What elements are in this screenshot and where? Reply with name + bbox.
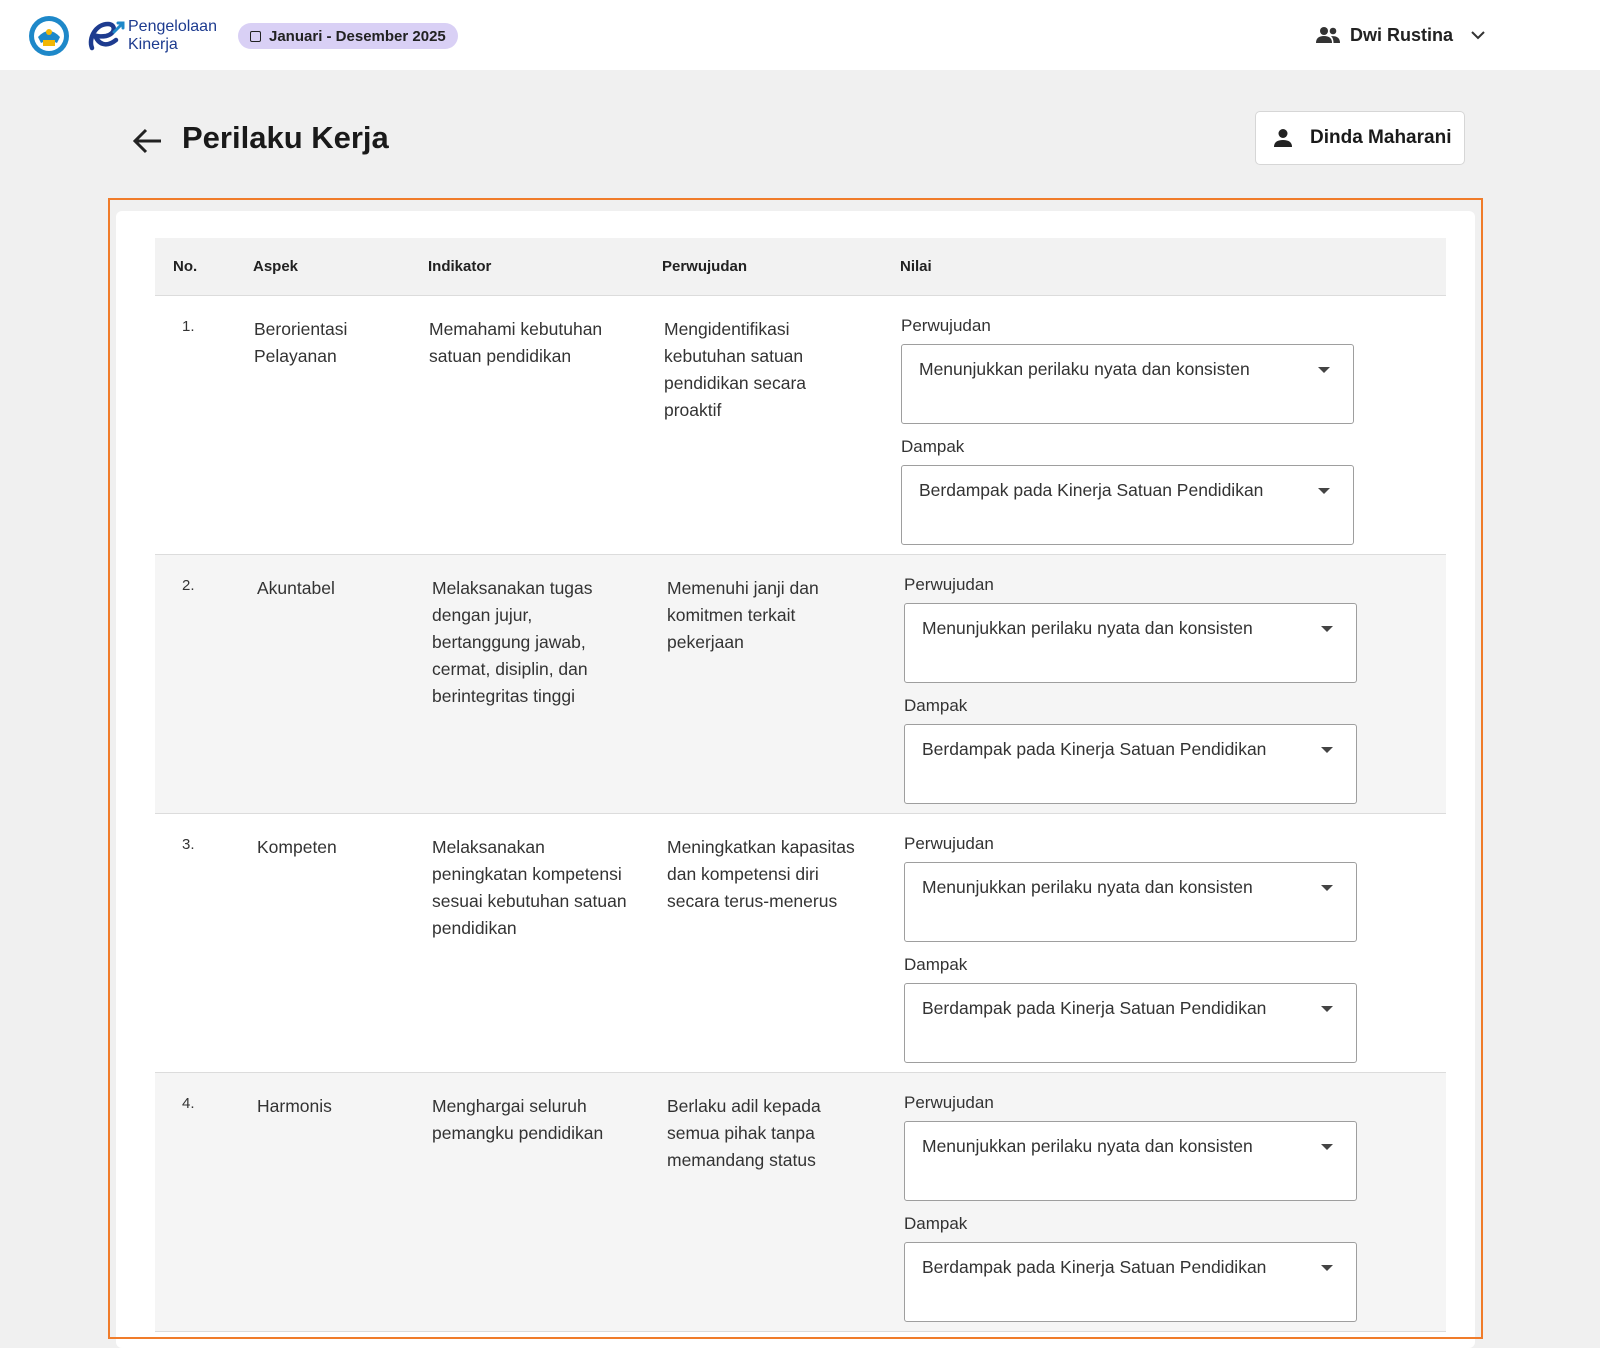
dropdown-caret-icon (1321, 626, 1333, 632)
col-indikator: Indikator (428, 258, 492, 275)
dropdown-caret-icon (1321, 1006, 1333, 1012)
perwujudan-label: Perwujudan (904, 834, 994, 853)
dropdown-caret-icon (1318, 367, 1330, 373)
dampak-label: Dampak (901, 437, 965, 456)
dropdown-caret-icon (1321, 885, 1333, 891)
row-nilai (904, 574, 1364, 816)
user-menu[interactable] (1316, 20, 1487, 50)
perwujudan-select[interactable] (901, 344, 1354, 424)
row-aspek: Berorientasi Pelayanan (254, 319, 348, 366)
table-row (155, 814, 1446, 1073)
page-title: Perilaku Kerja (182, 120, 389, 155)
dampak-select[interactable] (901, 465, 1354, 545)
person-button[interactable] (1255, 111, 1465, 165)
dampak-select[interactable] (904, 1242, 1357, 1322)
dampak-value: Berdampak pada Kinerja Satuan Pendidikan (922, 1257, 1267, 1277)
brand-line-2: Kinerja (128, 36, 178, 53)
row-aspek: Akuntabel (257, 578, 335, 598)
row-number: 3. (182, 836, 195, 853)
dampak-label: Dampak (904, 1214, 968, 1233)
chevron-down-icon (1469, 26, 1487, 44)
dampak-select[interactable] (904, 724, 1357, 804)
perwujudan-select[interactable] (904, 603, 1357, 683)
row-perwujudan: Mengidentifikasi kebutuhan satuan pendidikan secara proaktif (664, 319, 807, 420)
dampak-value: Berdampak pada Kinerja Satuan Pendidikan (922, 739, 1267, 759)
row-indikator: Memahami kebutuhan satuan pendidikan (429, 319, 603, 366)
period-badge[interactable] (238, 23, 458, 49)
person-name: Dinda Maharani (1310, 127, 1452, 148)
dropdown-caret-icon (1321, 1144, 1333, 1150)
app-brand[interactable] (86, 18, 217, 54)
row-number: 2. (182, 577, 195, 594)
dropdown-caret-icon (1321, 1265, 1333, 1271)
person-icon (1272, 127, 1294, 149)
perwujudan-value: Menunjukkan perilaku nyata dan konsisten (922, 618, 1253, 638)
perwujudan-select[interactable] (904, 1121, 1357, 1201)
behavior-table (155, 238, 1446, 1332)
dampak-label: Dampak (904, 696, 968, 715)
row-nilai (901, 315, 1361, 557)
perwujudan-value: Menunjukkan perilaku nyata dan konsisten (919, 359, 1250, 379)
period-label: Januari - Desember 2025 (269, 27, 446, 45)
row-aspek: Harmonis (257, 1096, 332, 1116)
people-icon (1316, 25, 1340, 45)
row-perwujudan: Memenuhi janji dan komitmen terkait pekerjaan (667, 578, 819, 652)
row-indikator: Melaksanakan tugas dengan jujur, bertanggung jawab, cermat, disiplin, dan berintegritas tinggi (432, 578, 593, 706)
dampak-label: Dampak (904, 955, 968, 974)
row-nilai (904, 1092, 1364, 1334)
dampak-value: Berdampak pada Kinerja Satuan Pendidikan (919, 480, 1264, 500)
table-row (155, 1073, 1446, 1332)
perwujudan-label: Perwujudan (901, 316, 991, 335)
col-no: No. (173, 258, 198, 275)
back-arrow-icon[interactable] (131, 124, 165, 158)
kemendikbud-logo-icon[interactable] (28, 15, 70, 57)
dampak-value: Berdampak pada Kinerja Satuan Pendidikan (922, 998, 1267, 1018)
perwujudan-value: Menunjukkan perilaku nyata dan konsisten (922, 877, 1253, 897)
col-perwujudan: Perwujudan (662, 258, 748, 275)
table-header (155, 238, 1446, 296)
table-row (155, 296, 1446, 555)
row-perwujudan: Meningkatkan kapasitas dan kompetensi diri secara terus-menerus (667, 837, 855, 911)
row-indikator: Melaksanakan peningkatan kompetensi sesuai kebutuhan satuan pendidikan (432, 837, 627, 938)
calendar-icon (250, 31, 261, 42)
row-number: 4. (182, 1095, 195, 1112)
col-aspek: Aspek (253, 258, 299, 275)
behavior-card (116, 211, 1475, 1348)
e-kinerja-logo-icon (86, 18, 126, 54)
row-indikator: Menghargai seluruh pemangku pendidikan (432, 1096, 604, 1143)
table-row (155, 555, 1446, 814)
perwujudan-select[interactable] (904, 862, 1357, 942)
dropdown-caret-icon (1321, 747, 1333, 753)
perwujudan-label: Perwujudan (904, 575, 994, 594)
brand-line-1: Pengelolaan (128, 18, 217, 35)
dropdown-caret-icon (1318, 488, 1330, 494)
user-name: Dwi Rustina (1350, 24, 1454, 45)
top-bar (0, 0, 1600, 70)
col-nilai: Nilai (900, 258, 932, 275)
row-number: 1. (182, 318, 195, 335)
perwujudan-label: Perwujudan (904, 1093, 994, 1112)
perwujudan-value: Menunjukkan perilaku nyata dan konsisten (922, 1136, 1253, 1156)
dampak-select[interactable] (904, 983, 1357, 1063)
row-perwujudan: Berlaku adil kepada semua pihak tanpa memandang status (667, 1096, 821, 1170)
row-nilai (904, 833, 1364, 1075)
row-aspek: Kompeten (257, 837, 337, 857)
